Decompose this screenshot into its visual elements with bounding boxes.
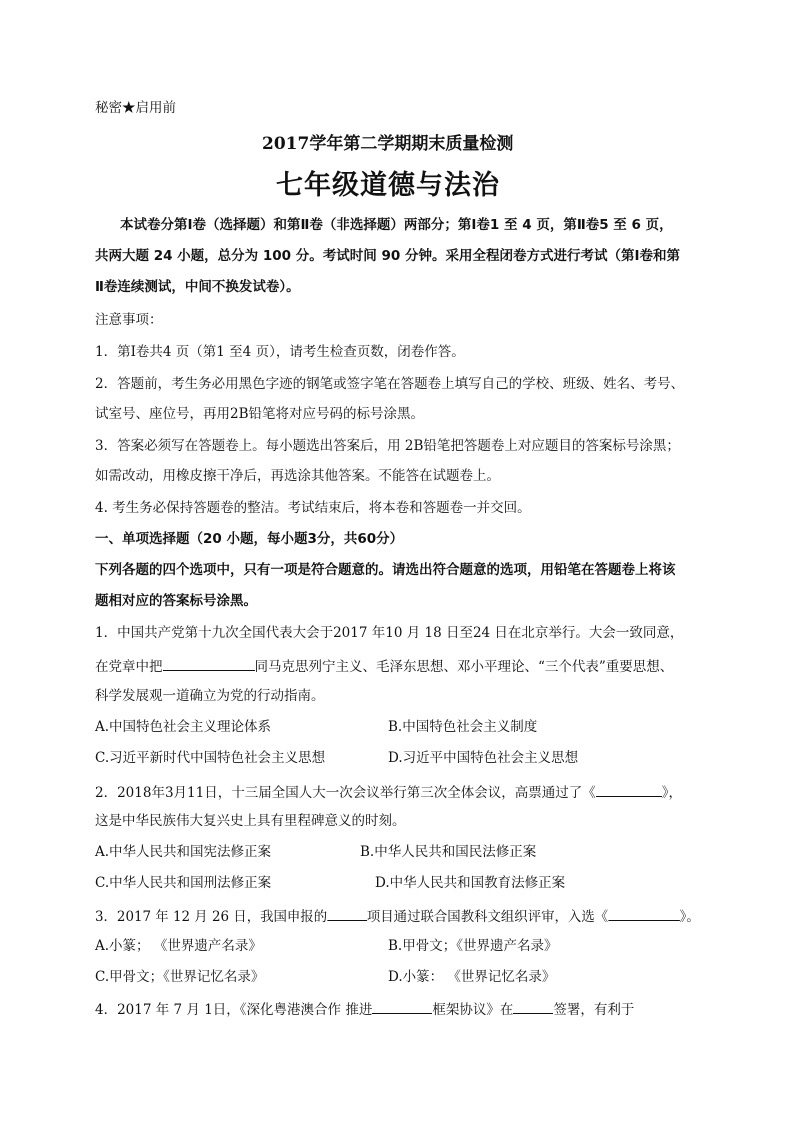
q2-answer-blank — [596, 782, 662, 797]
q4-stem-text-middle: 框架协议》在 — [432, 1002, 514, 1018]
q2-option-c: C.中华人民共和国刑法修正案 — [95, 875, 272, 891]
q1-stem-text-before: 在党章中把 — [95, 659, 163, 675]
q2-stem-line-1 — [95, 782, 682, 802]
q4-answer-blank-2 — [513, 999, 553, 1014]
q1-stem-text-after: 同马克思列宁主义、毛泽东思想、邓小平理论、“三个代表”重要思想、 — [254, 659, 674, 675]
intro-line-3: Ⅱ卷连续测试，中间不换发试卷）。 — [95, 279, 300, 295]
subject-title: 七年级道德与法治 — [276, 170, 500, 201]
q4-stem-line-1 — [95, 999, 634, 1019]
exam-title: 2017学年第二学期期末质量检测 — [262, 134, 514, 154]
q1-option-b: B.中国特色社会主义制度 — [388, 719, 538, 735]
section-1-instruction-line-2: 题相对应的答案标号涂黑。 — [95, 593, 257, 609]
q2-option-a: A.中华人民共和国宪法修正案 — [95, 844, 272, 860]
note-2-line-1: 2．答题前，考生务必用黑色字迹的钢笔或签字笔在答题卷上填写自己的学校、班级、姓名、考号、 — [95, 376, 685, 392]
q3-option-b: B.甲骨文；《世界遗产名录》 — [388, 938, 558, 954]
q1-stem-line-1: 1．中国共产党第十九次全国代表大会于2017 年10 月 18 日至24 日在北京举行。大会一致同意， — [95, 625, 684, 641]
q4-stem-text-before: 4．2017 年 7 月 1日，《深化粤港澳合作 推进 — [95, 1002, 373, 1018]
q3-stem-text-middle: 项目通过联合国教科文组织评审，入选《 — [366, 909, 609, 925]
q3-stem-line-1 — [95, 906, 700, 926]
q2-stem-line-2: 这是中华民族伟大复兴史上具有里程碑意义的时刻。 — [95, 813, 406, 829]
note-3-line-1: 3．答案必须写在答题卷上。每小题选出答案后，用 2B铅笔把答题卷上对应题目的答案标号涂黑； — [95, 438, 680, 454]
q1-option-d: D.习近平中国特色社会主义思想 — [388, 750, 579, 766]
q1-stem-line-2 — [95, 656, 673, 676]
q2-option-d: D.中华人民共和国教育法修正案 — [375, 875, 566, 891]
q3-stem-text-after: 》。 — [679, 909, 700, 925]
section-1-heading: 一、单项选择题（20 小题，每小题3分，共60分） — [95, 531, 404, 547]
q2-option-b: B.中华人民共和国民法修正案 — [360, 844, 537, 860]
q4-answer-blank-1 — [372, 999, 432, 1014]
q2-stem-text-after: 》， — [661, 785, 682, 801]
q3-answer-blank-1 — [327, 906, 367, 921]
q1-option-c: C.习近平新时代中国特色社会主义思想 — [95, 750, 326, 766]
q2-stem-text-before: 2．2018年3月11日，十三届全国人大一次会议举行第三次全体会议，高票通过了《 — [95, 785, 596, 801]
note-2-line-2: 试室号、座位号，再用2B铅笔将对应号码的标号涂黑。 — [95, 406, 425, 422]
q3-option-d: D.小篆： 《世界记忆名录》 — [388, 969, 556, 985]
q3-stem-text-before: 3．2017 年 12 月 26 日，我国申报的 — [95, 909, 328, 925]
confidential-label: 秘密★启用前 — [95, 100, 176, 116]
q1-option-a: A.中国特色社会主义理论体系 — [95, 719, 272, 735]
q3-option-c: C.甲骨文；《世界记忆名录》 — [95, 969, 265, 985]
note-4: 4. 考生务必保持答题卷的整洁。考试结束后，将本卷和答题卷一并交回。 — [95, 500, 531, 516]
intro-line-1: 本试卷分第Ⅰ卷（选择题）和第Ⅱ卷（非选择题）两部分；第Ⅰ卷1 至 4 页，第Ⅱ卷5 至 6 页， — [120, 217, 673, 233]
q1-stem-line-3: 科学发展观一道确立为党的行动指南。 — [95, 688, 325, 704]
q3-answer-blank-2 — [608, 906, 679, 921]
note-3-line-2: 如需改动，用橡皮擦干净后，再选涂其他答案。不能答在试题卷上。 — [95, 468, 500, 484]
q4-stem-text-after: 签署，有利于 — [553, 1002, 635, 1018]
intro-line-2: 共两大题 24 小题，总分为 100 分。考试时间 90 分钟。采用全程闭卷方式进行考试（第Ⅰ卷和第 — [95, 248, 680, 264]
note-1: 1．第Ⅰ卷共4 页（第1 至4 页），请考生检查页数，闭卷作答。 — [95, 344, 465, 360]
q3-option-a: A.小篆； 《世界遗产名录》 — [95, 938, 262, 954]
q1-answer-blank — [163, 656, 255, 671]
section-1-instruction-line-1: 下列各题的四个选项中，只有一项是符合题意的。请选出符合题意的选项，用铅笔在答题卷上将该 — [95, 562, 676, 578]
notes-heading: 注意事项： — [95, 312, 163, 328]
